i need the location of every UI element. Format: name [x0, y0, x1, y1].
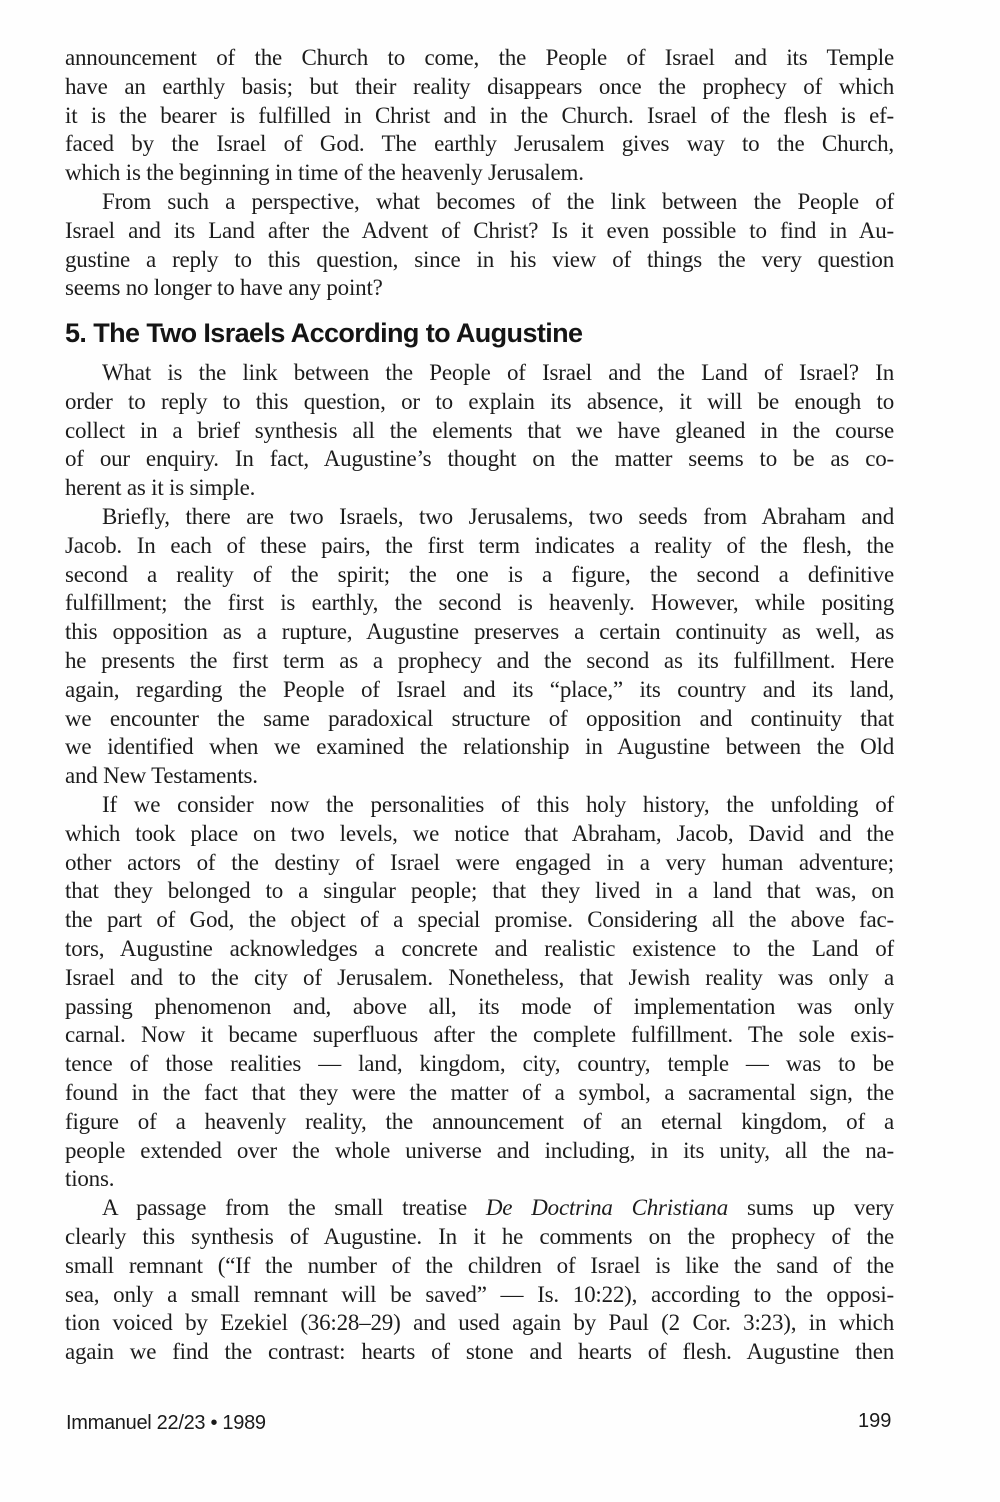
text-line: we encounter the same paradoxical structure of opposition and continuity that [65, 705, 894, 731]
text-line: From such a perspective, what becomes of the link between the People of [102, 188, 894, 214]
text-line: we identified when we examined the relationship in Augustine between the Old [65, 734, 894, 760]
text-line: this opposition as a rupture, Augustine preserves a certain continuity as well, as [65, 619, 894, 645]
text-line: passing phenomenon and, above all, its mode of implementation was only [65, 993, 894, 1019]
text-line: carnal. Now it became superfluous after the complete fulfillment. The sole exis- [65, 1022, 894, 1048]
text-line: people extended over the whole universe and including, in its unity, all the na- [65, 1137, 894, 1163]
text-line: have an earthly basis; but their reality disappears once the prophecy of which [65, 73, 894, 99]
section-body [65, 359, 894, 1367]
section-heading: 5. The Two Israels According to Augustine [65, 318, 583, 348]
text-line: announcement of the Church to come, the People of Israel and its Temple [65, 45, 894, 70]
text-line: the part of God, the object of a special promise. Considering all the above fac- [65, 907, 894, 933]
text-line: What is the link between the People of Israel and the Land of Israel? In [102, 360, 894, 385]
text-line: tion voiced by Ezekiel (36:28–29) and used again by Paul (2 Cor. 3:23), in which [65, 1310, 894, 1336]
text-run: A passage from the small treatise [102, 1195, 486, 1221]
text-line: seems no longer to have any point? [65, 275, 383, 301]
text-line: which took place on two levels, we notice that Abraham, Jacob, David and the [65, 820, 894, 846]
text-line: Israel and its Land after the Advent of Christ? Is it even possible to find in Au- [65, 217, 894, 243]
text-line: tions. [65, 1166, 115, 1192]
text-line: Israel and to the city of Jerusalem. Nonetheless, that Jewish reality was only a [65, 964, 894, 990]
text-line: of our enquiry. In fact, Augustine’s thought on the matter seems to be as co- [65, 446, 894, 472]
paragraph-intro-end [65, 44, 894, 303]
text-line: again we find the contrast: hearts of stone and hearts of flesh. Augustine then [65, 1339, 894, 1365]
text-line: herent as it is simple. [65, 475, 256, 501]
text-line: that they belonged to a singular people; that they lived in a land that was, on [65, 878, 894, 904]
text-line: figure of a heavenly reality, the announcement of an eternal kingdom, of a [65, 1108, 894, 1134]
text-line: which is the beginning in time of the heavenly Jerusalem. [65, 160, 584, 186]
text-line: order to reply to this question, or to explain its absence, it will be enough to [65, 388, 894, 414]
text-line: and New Testaments. [65, 763, 258, 789]
text-line: tors, Augustine acknowledges a concrete and realistic existence to the Land of [65, 935, 894, 961]
text-line: If we consider now the personalities of this holy history, the unfolding of [102, 791, 894, 817]
text-line: gustine a reply to this question, since in his view of things the very question [65, 246, 894, 272]
text-line: faced by the Israel of God. The earthly Jerusalem gives way to the Church, [65, 131, 894, 157]
text-line: clearly this synthesis of Augustine. In it he comments on the prophecy of the [65, 1223, 894, 1249]
text-line: fulfillment; the first is earthly, the second is heavenly. However, while positing [65, 590, 894, 616]
text-line: he presents the first term as a prophecy and the second as its fulfillment. Here [65, 647, 894, 673]
text-line: again, regarding the People of Israel and its “place,” its country and its land, [65, 676, 894, 702]
text-run: sums up very [728, 1195, 894, 1221]
text-line: Briefly, there are two Israels, two Jerusalems, two seeds from Abraham and [102, 503, 894, 529]
text-line: Jacob. In each of these pairs, the first term indicates a reality of the flesh, the [65, 532, 894, 558]
text-line: second a reality of the spirit; the one is a figure, the second a definitive [65, 561, 894, 587]
text-line: small remnant (“If the number of the children of Israel is like the sand of the [65, 1252, 894, 1278]
journal-footer: Immanuel 22/23 • 1989 [66, 1412, 266, 1434]
text-line: found in the fact that they were the matter of a symbol, a sacramental sign, the [65, 1079, 894, 1105]
text-line: other actors of the destiny of Israel were engaged in a very human adventure; [65, 849, 894, 875]
page-number: 199 [858, 1410, 892, 1432]
book-title: De Doctrina Christiana [485, 1195, 729, 1221]
text-line: tence of those realities — land, kingdom, city, country, temple — was to be [65, 1051, 894, 1077]
text-line [65, 1194, 894, 1223]
text-line: collect in a brief synthesis all the elements that we have gleaned in the course [65, 417, 894, 443]
text-line: sea, only a small remnant will be saved” — Is. 10:22), according to the opposi- [65, 1281, 894, 1307]
text-line: it is the bearer is fulfilled in Christ and in the Church. Israel of the flesh is ef- [65, 102, 894, 128]
